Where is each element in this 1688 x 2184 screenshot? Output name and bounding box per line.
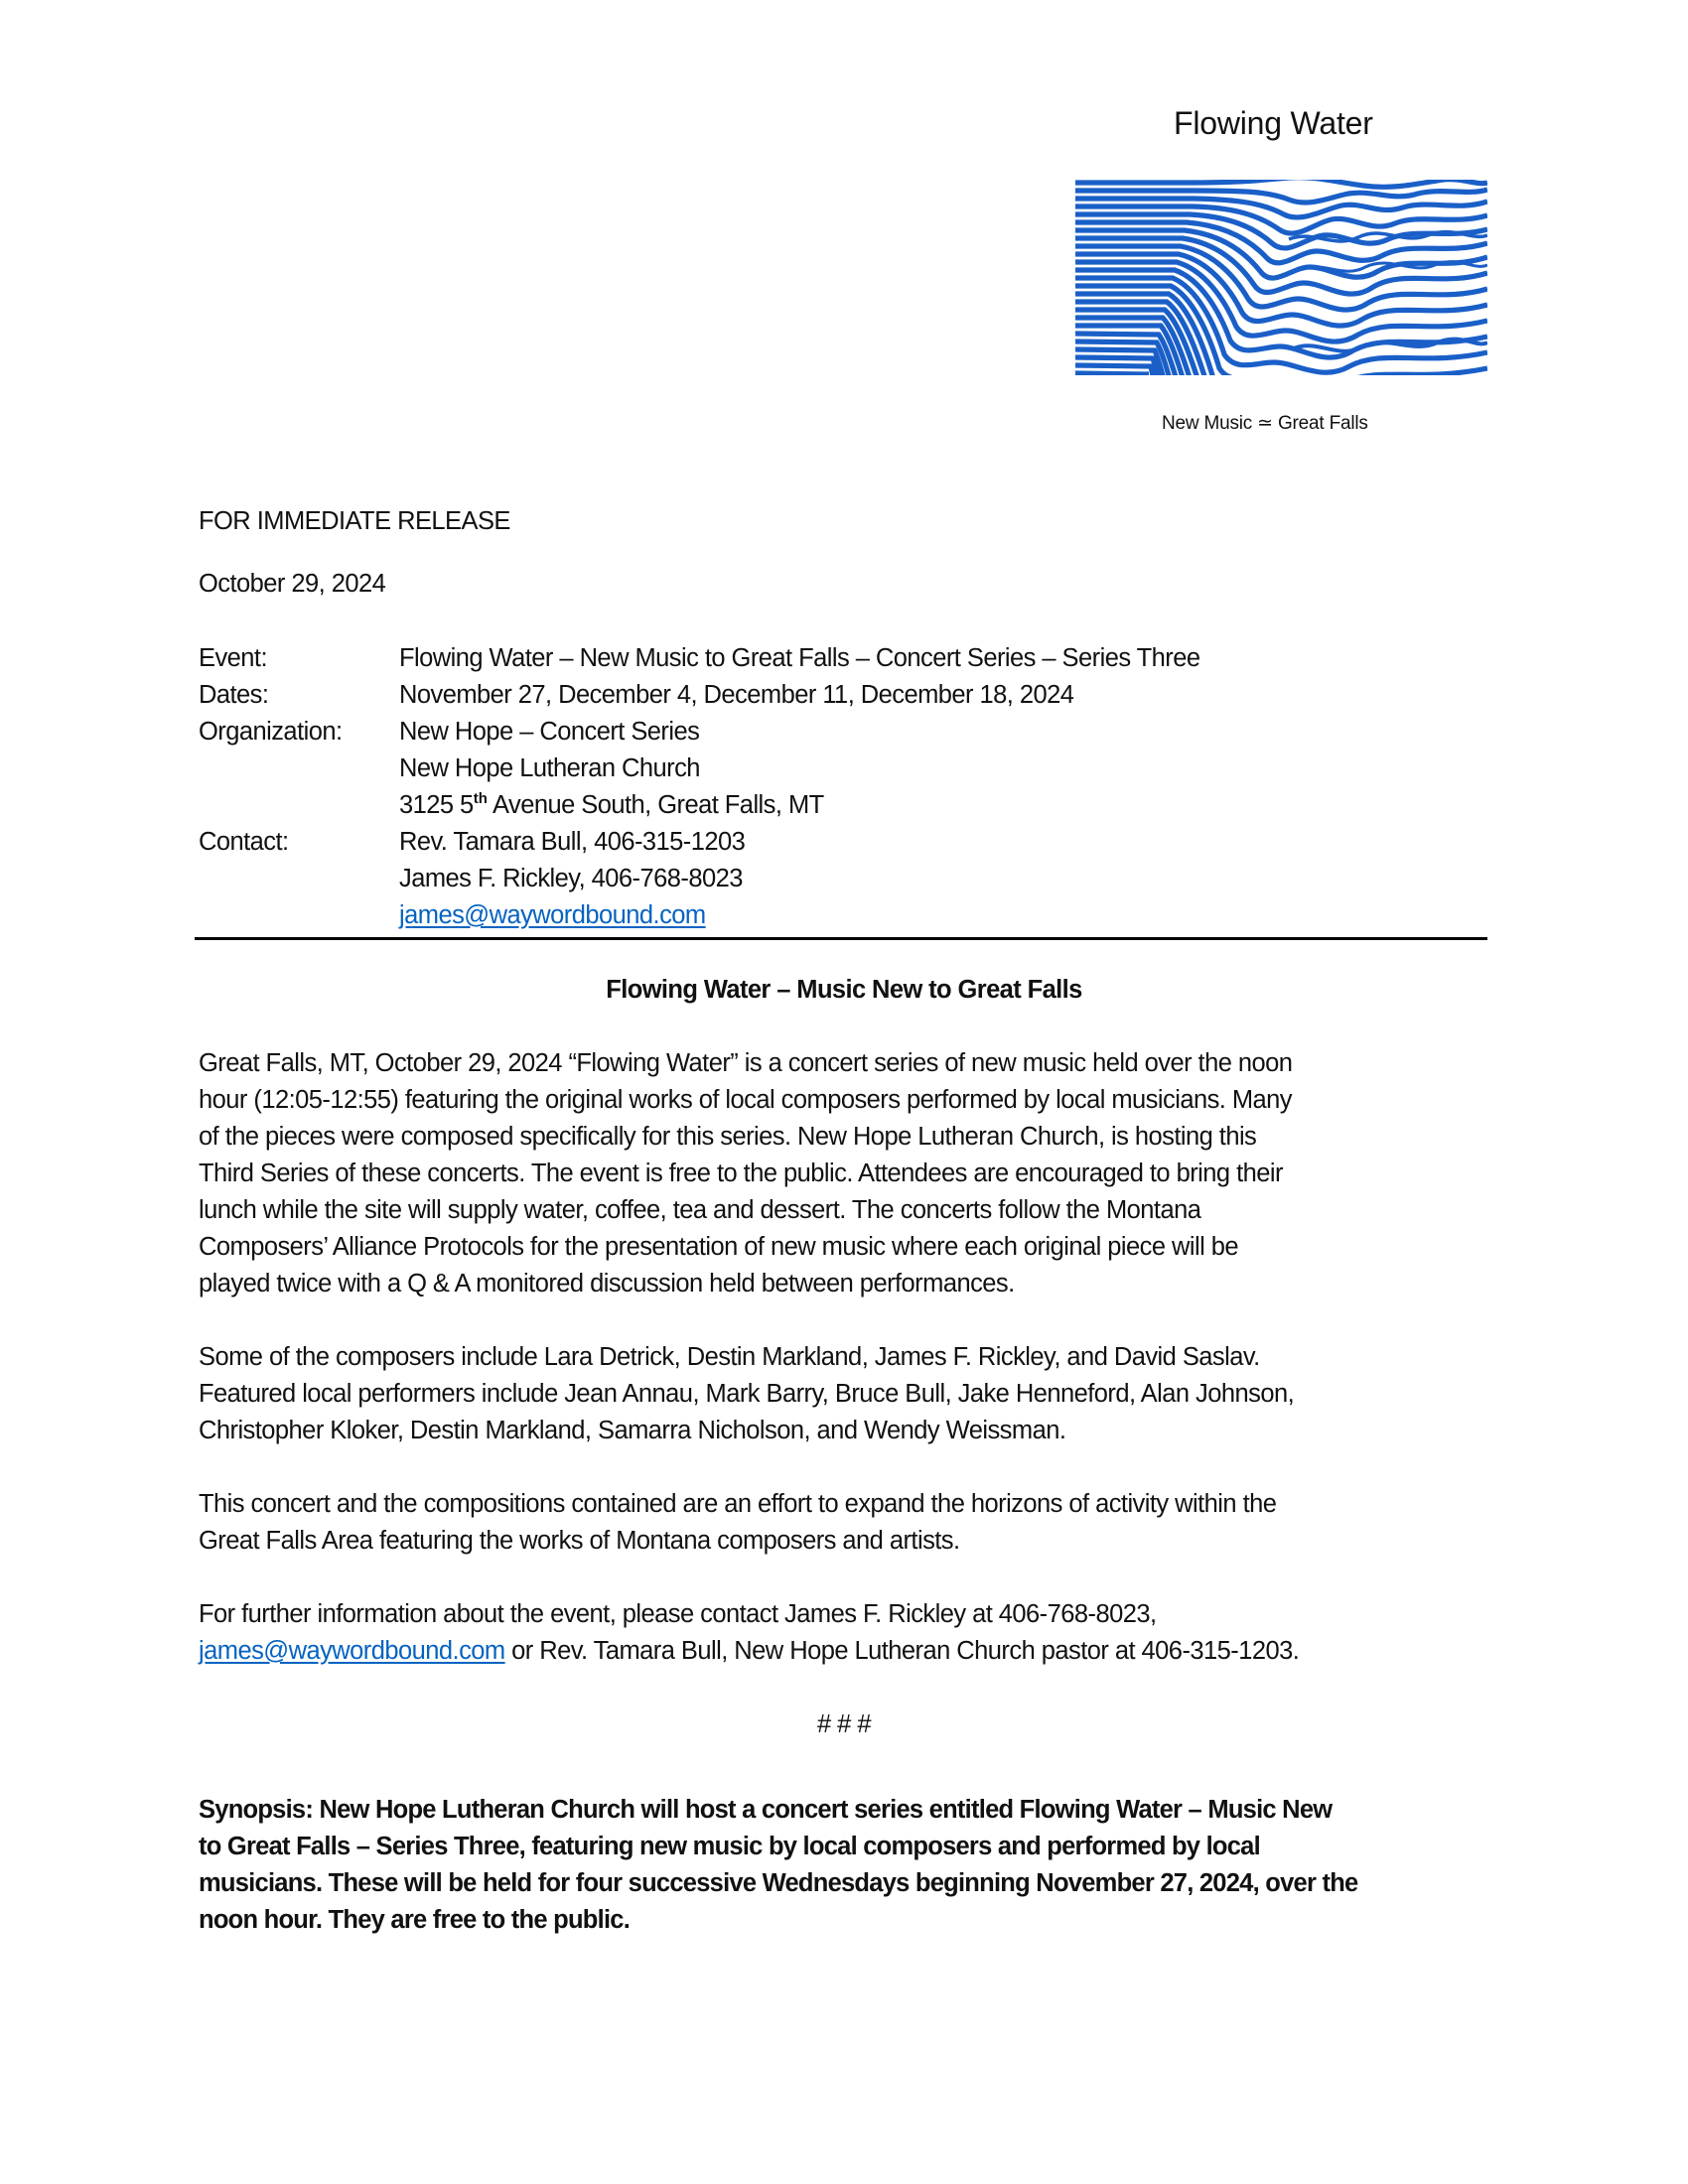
paragraph-line: Featured local performers include Jean Annau, Mark Barry, Bruce Bull, Jake Henneford, Alan Johnson, [199,1380,1295,1408]
paragraph-line: Great Falls Area featuring the works of Montana composers and artists. [199,1527,960,1555]
logo-caption: New Music ≃ Great Falls [1162,413,1368,434]
contact-info-rest: or Rev. Tamara Bull, New Hope Lutheran Church pastor at 406-315-1203. [504,1637,1300,1665]
contact-pastor: Rev. Tamara Bull, 406-315-1203 [399,828,746,856]
synopsis [199,1792,1357,1939]
address-number: 3125 5 [399,791,474,819]
synopsis-line: musicians. These will be held for four successive Wednesdays beginning November 27, 2024, over the [199,1869,1358,1897]
press-release-headline: Flowing Water – Music New to Great Falls [606,976,1082,1004]
paragraph-line: This concert and the compositions contained are an effort to expand the horizons of activity within the [199,1490,1277,1518]
flowing-water-wave-icon [1075,180,1487,375]
paragraph-line: lunch while the site will supply water, coffee, tea and dessert. The concerts follow the Montana [199,1196,1201,1224]
organization-name: New Hope – Concert Series [399,718,700,746]
paragraph-line: Great Falls, MT, October 29, 2024 “Flowing Water” is a concert series of new music held over the noon [199,1049,1293,1077]
body-email-link[interactable]: james@waywordbound.com [199,1637,505,1665]
event-value: Flowing Water – New Music to Great Falls – Concert Series – Series Three [399,644,1200,672]
paragraph-intro [199,1045,1292,1302]
paragraph-line: Composers’ Alliance Protocols for the presentation of new music where each original piece will be [199,1233,1239,1261]
paragraph-line: For further information about the event, please contact James F. Rickley at 406-768-8023, [199,1600,1157,1628]
address-street: Avenue South, Great Falls, MT [487,791,824,819]
synopsis-line: noon hour. They are free to the public. [199,1906,631,1934]
paragraph-composers-performers [199,1339,1294,1449]
header-divider [195,937,1487,940]
paragraph-purpose [199,1486,1276,1560]
release-label: FOR IMMEDIATE RELEASE [199,507,510,535]
dates-label: Dates: [199,681,269,709]
paragraph-contact-info [199,1596,1299,1670]
contact-email-link[interactable]: james@waywordbound.com [399,901,706,929]
event-label: Event: [199,644,267,672]
synopsis-line: to Great Falls – Series Three, featuring new music by local composers and performed by local [199,1833,1260,1860]
organization-label: Organization: [199,718,343,746]
paragraph-line: played twice with a Q & A monitored discussion held between performances. [199,1270,1015,1297]
details-table [0,640,1688,938]
contact-label: Contact: [199,828,289,856]
synopsis-line: Synopsis: New Hope Lutheran Church will host a concert series entitled Flowing Water – Music New [199,1796,1333,1824]
paragraph-line: Christopher Kloker, Destin Markland, Samarra Nicholson, and Wendy Weissman. [199,1417,1066,1444]
contact-rickley: James F. Rickley, 406-768-8023 [399,865,743,892]
paragraph-line [199,1633,1299,1670]
logo-title: Flowing Water [1174,105,1373,141]
release-date: October 29, 2024 [199,570,386,598]
paragraph-line: of the pieces were composed specifically for this series. New Hope Lutheran Church, is hosting this [199,1123,1257,1151]
organization-church: New Hope Lutheran Church [399,754,700,782]
address-ordinal-suffix: th [473,790,488,807]
paragraph-line: hour (12:05-12:55) featuring the original works of local composers performed by local musicians. Many [199,1086,1293,1114]
end-mark: # # # [817,1710,871,1738]
paragraph-line: Some of the composers include Lara Detrick, Destin Markland, James F. Rickley, and David Saslav. [199,1343,1260,1371]
organization-address [399,787,824,827]
paragraph-line: Third Series of these concerts. The event is free to the public. Attendees are encouraged to bring their [199,1160,1283,1187]
dates-value: November 27, December 4, December 11, December 18, 2024 [399,681,1074,709]
